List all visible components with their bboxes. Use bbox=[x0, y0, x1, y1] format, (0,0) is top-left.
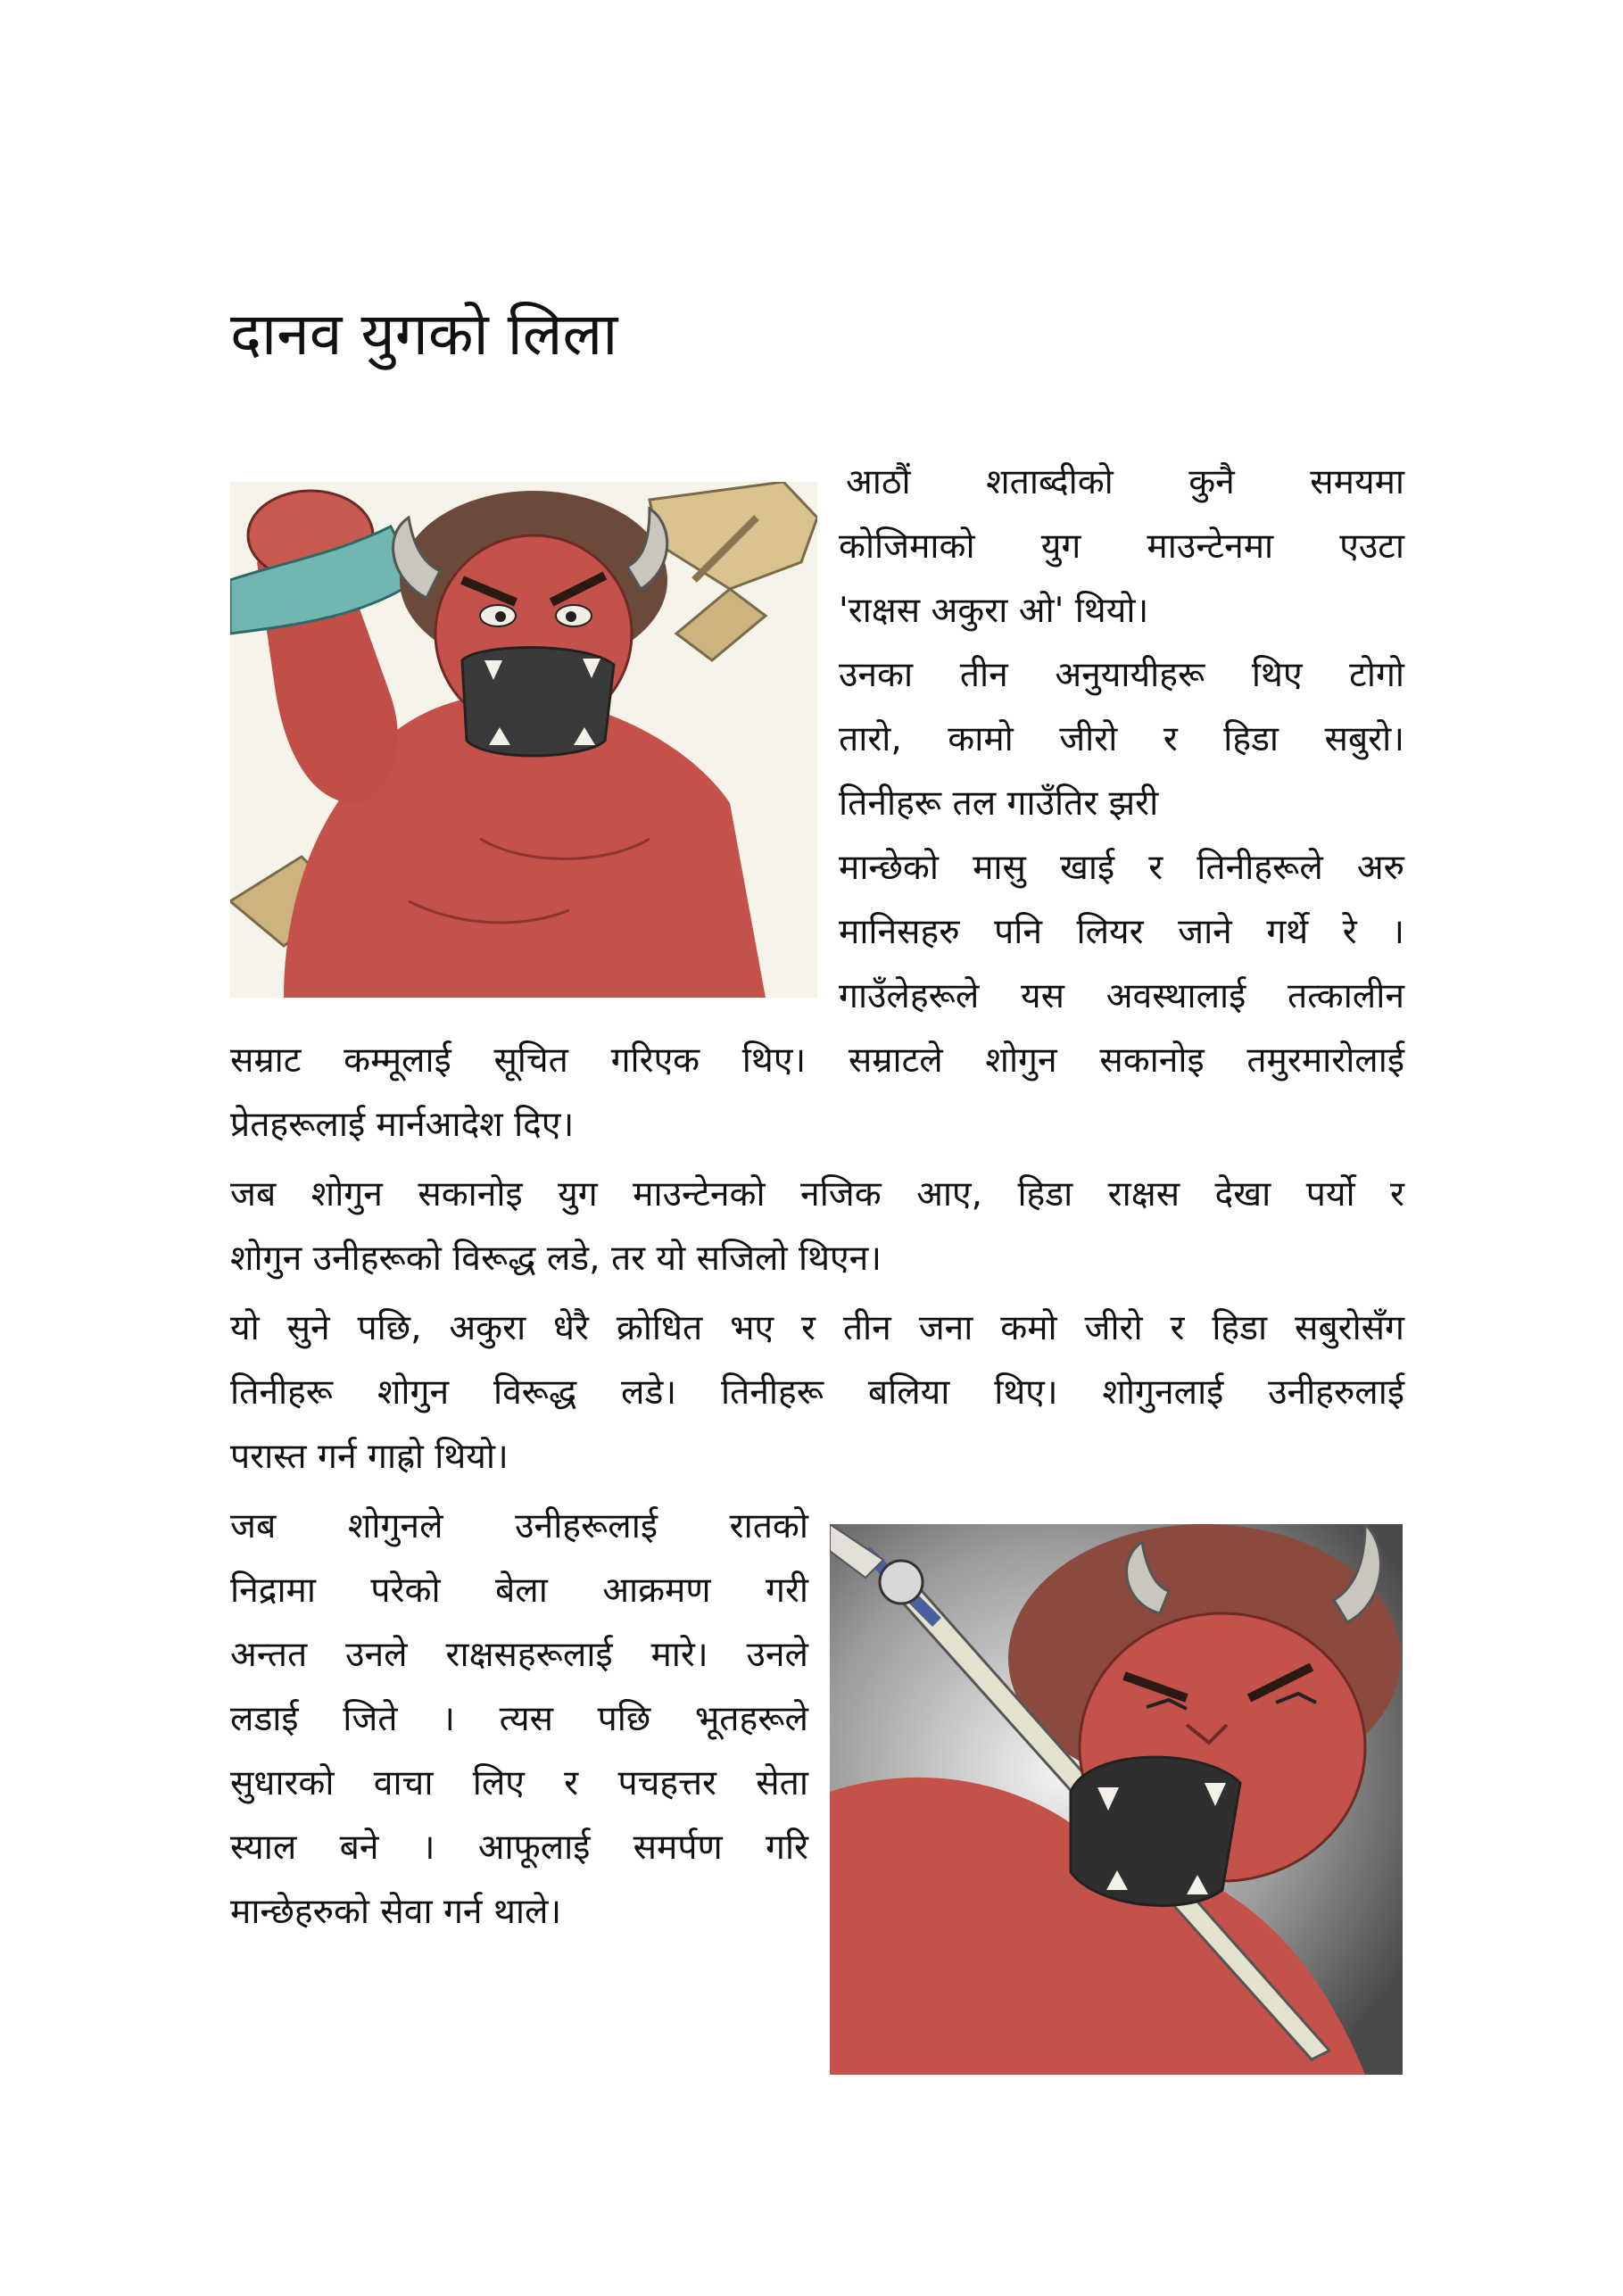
text-line: प्रेतहरूलाई मार्नआदेश दिए। bbox=[230, 1105, 575, 1145]
text-line: लडाई जिते । त्यस पछि भूतहरूले bbox=[230, 1699, 808, 1739]
text-line: निद्रामा परेको बेला आक्रमण गरी bbox=[230, 1571, 808, 1611]
demon-with-sword-illustration bbox=[830, 1524, 1403, 2075]
text-line: जब शोगुनले उनीहरूलाई रातको bbox=[230, 1506, 808, 1546]
angry-demon-illustration bbox=[230, 482, 817, 998]
text-line: अन्तत उनले राक्षसहरूलाई मारे। उनले bbox=[230, 1635, 808, 1675]
text-line: गाउँलेहरूले यस अवस्थालाई तत्कालीन bbox=[839, 976, 1404, 1016]
text-line: 'राक्षस अकुरा ओ' थियो। bbox=[839, 591, 1149, 631]
text-line: यो सुने पछि, अकुरा धेरै क्रोधित भए र तीन जना कमो जीरो र हिडा सबुरोसँग bbox=[230, 1308, 1404, 1348]
text-line: मान्छेहरुको सेवा गर्न थाले। bbox=[230, 1892, 562, 1932]
text-line: उनका तीन अनुयायीहरू थिए टोगो bbox=[839, 655, 1404, 695]
text-line: कोजिमाको युग माउन्टेनमा एउटा bbox=[839, 526, 1404, 567]
text-line: तारो, कामो जीरो र हिडा सबुरो। bbox=[839, 719, 1404, 759]
text-line: स्याल बने । आफूलाई समर्पण गरि bbox=[230, 1828, 808, 1868]
text-line: तिनीहरू शोगुन विरूद्ध लडे। तिनीहरू बलिया थिए। शोगुनलाई उनीहरुलाई bbox=[230, 1372, 1404, 1413]
text-line: शोगुन उनीहरूको विरूद्ध लडे, तर यो सजिलो थिएन। bbox=[230, 1239, 882, 1279]
text-line: मानिसहरु पनि लियर जाने गर्थे रे । bbox=[839, 912, 1404, 952]
text-line: मान्छेको मासु खाई र तिनीहरूले अरु bbox=[839, 848, 1404, 888]
text-line: जब शोगुन सकानोइ युग माउन्टेनको नजिक आए, हिडा राक्षस देखा पर्यो र bbox=[230, 1174, 1404, 1214]
story-title: दानव युगको लिला bbox=[230, 300, 618, 369]
text-line: आठौं शताब्दीको कुनै समयमा bbox=[846, 462, 1404, 502]
text-line: सुधारको वाचा लिए र पचहत्तर सेता bbox=[230, 1763, 808, 1803]
text-line: सम्राट कम्मूलाई सूचित गरिएक थिए। सम्राटले शोगुन सकानोइ तमुरमारोलाई bbox=[230, 1040, 1404, 1081]
text-line: तिनीहरू तल गाउँतिर झरी bbox=[839, 783, 1159, 824]
text-line: परास्त गर्न गाह्रो थियो। bbox=[230, 1437, 509, 1477]
